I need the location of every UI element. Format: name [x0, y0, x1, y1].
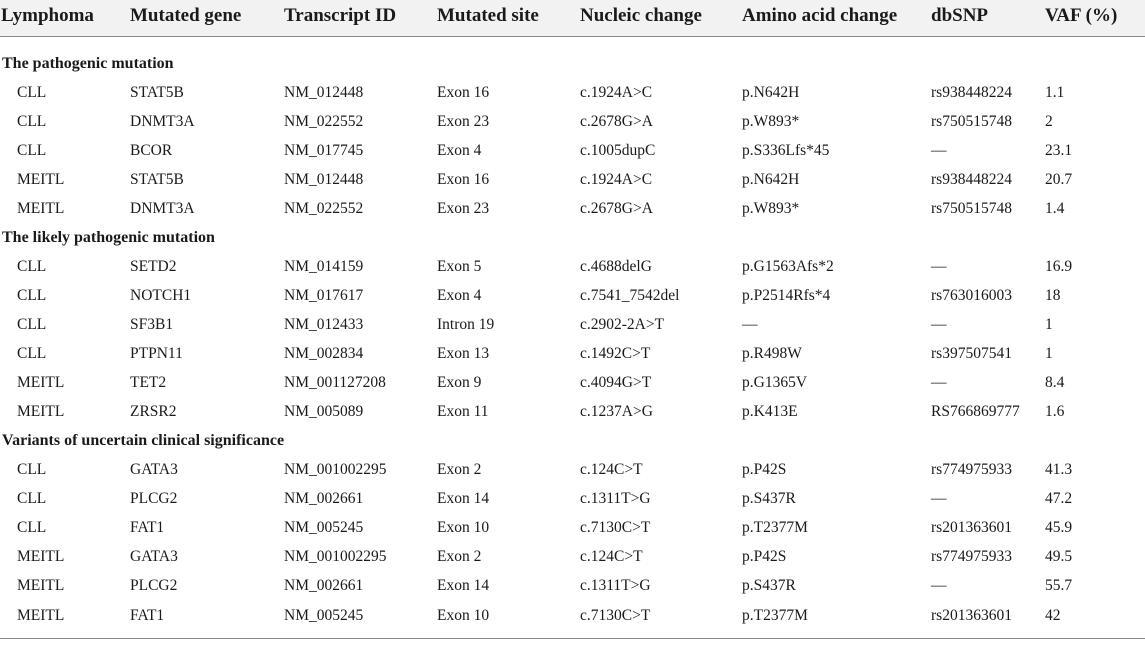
cell-transcript: NM_005245 — [284, 519, 364, 537]
cell-site: Exon 5 — [437, 257, 482, 275]
cell-nucleic: c.1311T>G — [580, 577, 651, 595]
cell-gene: GATA3 — [130, 548, 178, 566]
section-heading-row — [0, 224, 1145, 252]
cell-lymphoma: CLL — [17, 519, 47, 537]
table-row — [0, 455, 1145, 484]
cell-transcript: NM_017617 — [284, 286, 364, 304]
cell-site: Exon 16 — [437, 83, 490, 101]
cell-gene: PLCG2 — [130, 577, 178, 595]
cell-vaf: 2 — [1045, 112, 1053, 130]
cell-site: Exon 9 — [437, 374, 482, 392]
cell-dbsnp: RS766869777 — [931, 403, 1020, 421]
cell-transcript: NM_012433 — [284, 315, 364, 333]
cell-nucleic: c.1492C>T — [580, 345, 651, 363]
cell-dbsnp: rs763016003 — [931, 286, 1012, 304]
cell-transcript: NM_022552 — [284, 112, 364, 130]
cell-vaf: 18 — [1045, 286, 1061, 304]
cell-vaf: 20.7 — [1045, 171, 1073, 189]
table-row — [0, 166, 1145, 195]
section-spacer — [0, 36, 1145, 50]
cell-gene: FAT1 — [130, 606, 165, 624]
table-row — [0, 513, 1145, 542]
cell-amino: p.N642H — [742, 171, 800, 189]
cell-vaf: 47.2 — [1045, 489, 1073, 507]
cell-transcript: NM_001127208 — [284, 374, 386, 392]
table-bottom-rule — [0, 630, 1145, 638]
header-transcript-id: Transcript ID — [284, 0, 437, 36]
cell-gene: SETD2 — [130, 257, 177, 275]
cell-dbsnp: rs938448224 — [931, 83, 1012, 101]
cell-transcript: NM_002834 — [284, 345, 364, 363]
cell-gene: DNMT3A — [130, 112, 195, 130]
cell-gene: NOTCH1 — [130, 286, 192, 304]
cell-vaf: 16.9 — [1045, 257, 1073, 275]
cell-site: Exon 2 — [437, 460, 482, 478]
cell-nucleic: c.124C>T — [580, 460, 643, 478]
section-heading: Variants of uncertain clinical significance — [2, 432, 285, 450]
section-heading: The likely pathogenic mutation — [2, 228, 215, 246]
cell-site: Exon 11 — [437, 403, 489, 421]
cell-lymphoma: CLL — [17, 257, 47, 275]
header-nucleic-change: Nucleic change — [580, 0, 742, 36]
cell-dbsnp: rs750515748 — [931, 200, 1012, 218]
table-body — [0, 36, 1145, 638]
cell-site: Exon 23 — [437, 200, 490, 218]
cell-nucleic: c.4688delG — [580, 257, 652, 275]
section-heading-row — [0, 50, 1145, 78]
cell-nucleic: c.4094G>T — [580, 374, 652, 392]
cell-amino: p.S437R — [742, 489, 796, 507]
cell-nucleic: c.2678G>A — [580, 112, 653, 130]
cell-vaf: 1 — [1045, 345, 1053, 363]
cell-amino: p.K413E — [742, 403, 798, 421]
cell-vaf: 42 — [1045, 606, 1061, 624]
cell-nucleic: c.1311T>G — [580, 489, 651, 507]
cell-nucleic: c.1924A>C — [580, 171, 653, 189]
cell-transcript: NM_012448 — [284, 171, 364, 189]
cell-dbsnp: — — [931, 257, 947, 275]
cell-transcript: NM_001002295 — [284, 548, 387, 566]
table-row — [0, 281, 1145, 310]
cell-lymphoma: MEITL — [17, 548, 65, 566]
cell-lymphoma: CLL — [17, 286, 47, 304]
spacer-cell — [0, 36, 1145, 50]
header-mutated-gene: Mutated gene — [130, 0, 284, 36]
header-lymphoma: Lymphoma — [0, 0, 130, 36]
cell-amino: p.P2514Rfs*4 — [742, 286, 831, 304]
cell-dbsnp: — — [931, 315, 947, 333]
cell-lymphoma: MEITL — [17, 606, 65, 624]
cell-lymphoma: MEITL — [17, 200, 65, 218]
table-row — [0, 252, 1145, 281]
table-row — [0, 78, 1145, 107]
cell-amino: p.T2377M — [742, 606, 808, 624]
cell-site: Exon 10 — [437, 519, 490, 537]
cell-amino: p.P42S — [742, 548, 787, 566]
cell-amino: p.G1563Afs*2 — [742, 257, 834, 275]
cell-dbsnp: — — [931, 577, 947, 595]
cell-amino: — — [742, 315, 758, 333]
table-row — [0, 310, 1145, 339]
cell-nucleic: c.2902-2A>T — [580, 315, 665, 333]
cell-vaf: 1 — [1045, 315, 1053, 333]
cell-gene: STAT5B — [130, 171, 184, 189]
cell-gene: ZRSR2 — [130, 403, 177, 421]
cell-dbsnp: rs750515748 — [931, 112, 1012, 130]
table-row — [0, 136, 1145, 165]
cell-gene: PLCG2 — [130, 489, 178, 507]
cell-nucleic: c.2678G>A — [580, 200, 653, 218]
cell-vaf: 1.6 — [1045, 403, 1065, 421]
cell-lymphoma: MEITL — [17, 171, 65, 189]
section-heading: The pathogenic mutation — [2, 55, 174, 72]
table-row — [0, 572, 1145, 601]
cell-lymphoma: CLL — [17, 489, 47, 507]
cell-lymphoma: CLL — [17, 141, 47, 159]
cell-site: Exon 4 — [437, 141, 482, 159]
cell-nucleic: c.1237A>G — [580, 403, 653, 421]
cell-transcript: NM_002661 — [284, 577, 364, 595]
cell-transcript: NM_014159 — [284, 257, 364, 275]
cell-vaf: 49.5 — [1045, 548, 1073, 566]
table-row — [0, 340, 1145, 369]
cell-dbsnp: rs397507541 — [931, 345, 1012, 363]
table-row — [0, 398, 1145, 427]
cell-transcript: NM_005245 — [284, 606, 364, 624]
cell-site: Exon 14 — [437, 489, 490, 507]
cell-lymphoma: CLL — [17, 83, 47, 101]
cell-amino: p.S336Lfs*45 — [742, 141, 830, 159]
cell-transcript: NM_012448 — [284, 83, 364, 101]
cell-lymphoma: CLL — [17, 315, 47, 333]
cell-vaf: 8.4 — [1045, 374, 1065, 392]
cell-site: Exon 13 — [437, 345, 490, 363]
cell-gene: DNMT3A — [130, 200, 195, 218]
table-row — [0, 369, 1145, 398]
cell-site: Exon 2 — [437, 548, 482, 566]
cell-lymphoma: CLL — [17, 112, 47, 130]
cell-site: Exon 10 — [437, 606, 490, 624]
cell-gene: GATA3 — [130, 460, 178, 478]
cell-site: Exon 4 — [437, 286, 482, 304]
cell-gene: PTPN11 — [130, 345, 183, 363]
cell-lymphoma: CLL — [17, 345, 47, 363]
cell-amino: p.P42S — [742, 460, 787, 478]
table-header — [0, 0, 1145, 36]
cell-dbsnp: — — [931, 374, 947, 392]
cell-gene: STAT5B — [130, 83, 184, 101]
cell-nucleic: c.1924A>C — [580, 83, 653, 101]
cell-amino: p.W893* — [742, 112, 800, 130]
table-row — [0, 601, 1145, 630]
cell-site: Exon 23 — [437, 112, 490, 130]
cell-transcript: NM_002661 — [284, 489, 364, 507]
table-row — [0, 195, 1145, 224]
cell-site: Exon 14 — [437, 577, 490, 595]
cell-transcript: NM_005089 — [284, 403, 364, 421]
cell-dbsnp: rs201363601 — [931, 519, 1012, 537]
cell-transcript: NM_022552 — [284, 200, 364, 218]
section-heading-row — [0, 427, 1145, 455]
cell-lymphoma: MEITL — [17, 403, 65, 421]
cell-nucleic: c.7541_7542del — [580, 286, 680, 304]
cell-dbsnp: rs774975933 — [931, 460, 1012, 478]
cell-lymphoma: MEITL — [17, 374, 65, 392]
cell-gene: TET2 — [130, 374, 167, 392]
table-row — [0, 484, 1145, 513]
cell-site: Intron 19 — [437, 315, 495, 333]
cell-dbsnp: rs938448224 — [931, 171, 1012, 189]
cell-transcript: NM_017745 — [284, 141, 364, 159]
cell-gene: SF3B1 — [130, 315, 174, 333]
cell-vaf: 1.4 — [1045, 200, 1065, 218]
header-dbsnp: dbSNP — [931, 0, 1045, 36]
cell-amino: p.S437R — [742, 577, 796, 595]
cell-dbsnp: — — [931, 141, 947, 159]
cell-dbsnp: rs201363601 — [931, 606, 1012, 624]
cell-amino: p.G1365V — [742, 374, 808, 392]
header-vaf: VAF (%) — [1045, 0, 1145, 36]
cell-amino: p.N642H — [742, 83, 800, 101]
header-amino-acid-change: Amino acid change — [742, 0, 931, 36]
cell-dbsnp: — — [931, 489, 947, 507]
cell-amino: p.W893* — [742, 200, 800, 218]
cell-amino: p.R498W — [742, 345, 802, 363]
cell-amino: p.T2377M — [742, 519, 808, 537]
cell-nucleic: c.1005dupC — [580, 141, 656, 159]
cell-vaf: 1.1 — [1045, 83, 1065, 101]
cell-vaf: 55.7 — [1045, 577, 1073, 595]
cell-gene: FAT1 — [130, 519, 165, 537]
cell-nucleic: c.7130C>T — [580, 606, 651, 624]
cell-site: Exon 16 — [437, 171, 490, 189]
cell-gene: BCOR — [130, 141, 173, 159]
cell-vaf: 23.1 — [1045, 141, 1073, 159]
cell-transcript: NM_001002295 — [284, 460, 387, 478]
cell-vaf: 45.9 — [1045, 519, 1073, 537]
header-mutated-site: Mutated site — [437, 0, 580, 36]
header-row — [0, 0, 1145, 36]
cell-vaf: 41.3 — [1045, 460, 1073, 478]
cell-nucleic: c.7130C>T — [580, 519, 651, 537]
cell-dbsnp: rs774975933 — [931, 548, 1012, 566]
table-row — [0, 543, 1145, 572]
cell-lymphoma: MEITL — [17, 577, 65, 595]
bottom-rule-cell — [0, 630, 1145, 638]
cell-lymphoma: CLL — [17, 460, 47, 478]
cell-nucleic: c.124C>T — [580, 548, 643, 566]
table-row — [0, 107, 1145, 136]
